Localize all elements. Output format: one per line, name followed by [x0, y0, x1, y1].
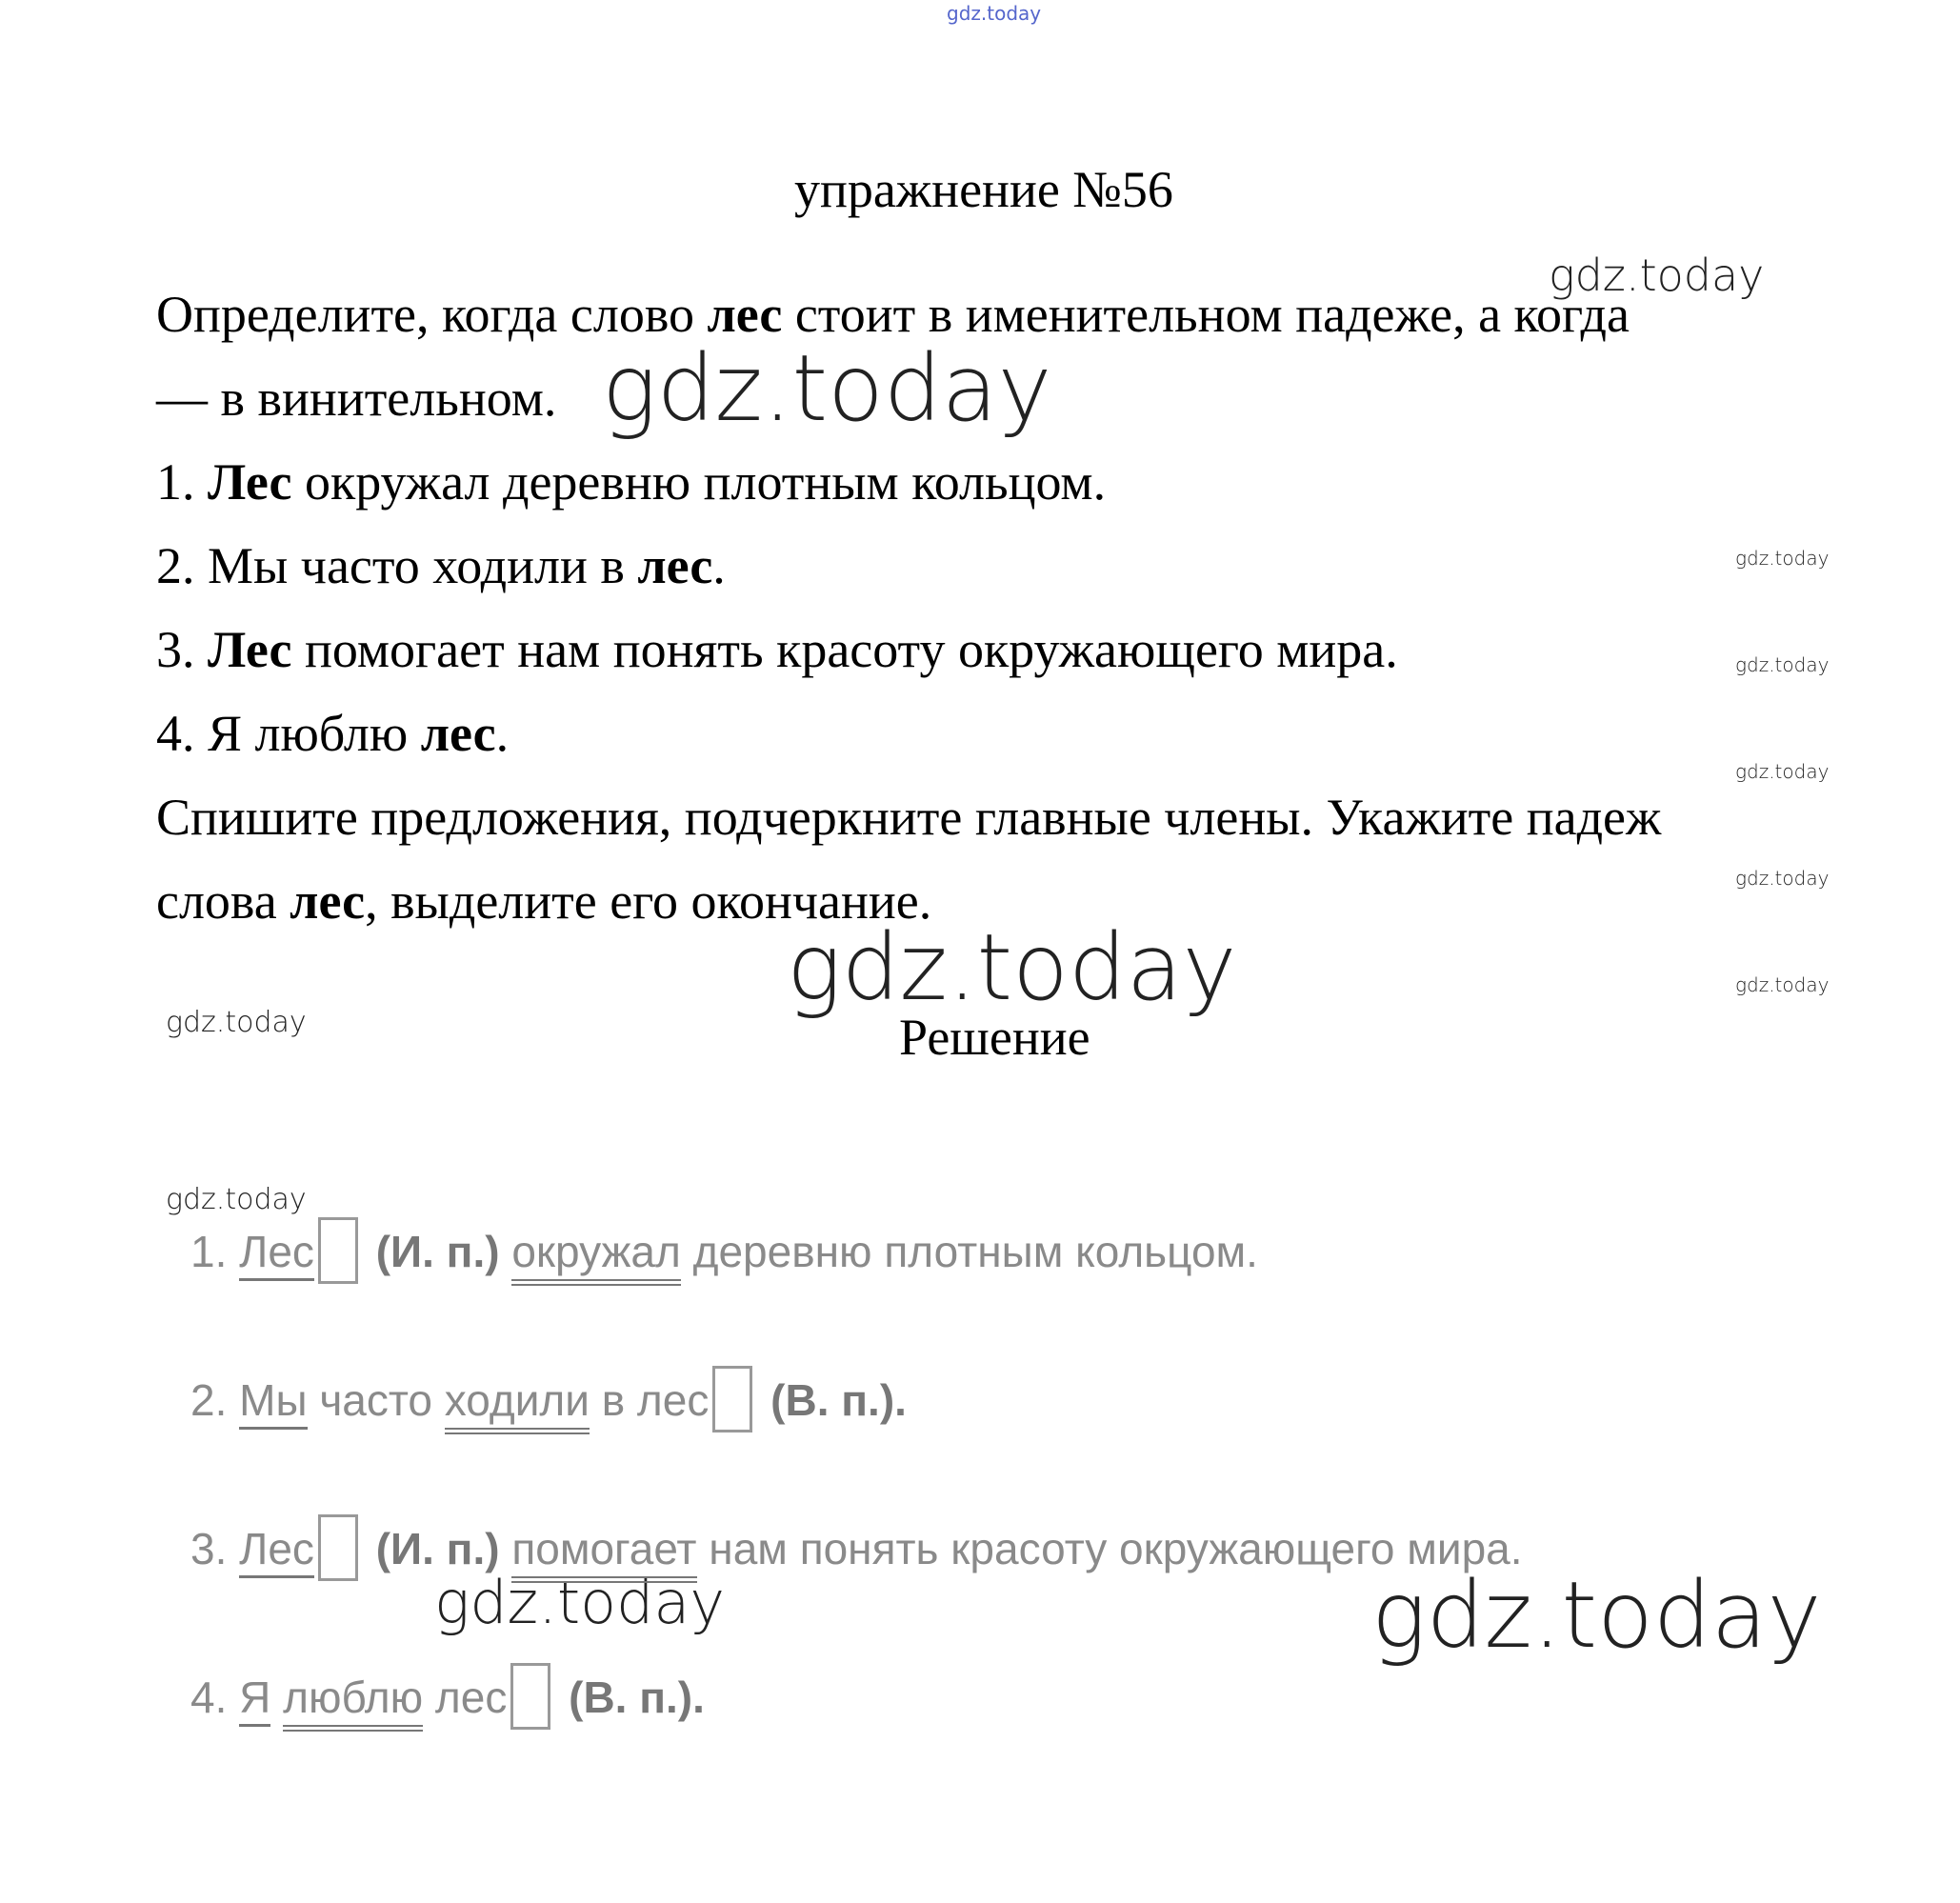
task-sentence-3 — [156, 608, 1398, 691]
predicate: люблю — [283, 1673, 423, 1732]
watermark-top: gdz.today — [947, 2, 1042, 25]
solution-sentence-3 — [190, 1514, 1523, 1581]
task-intro-line2 — [156, 356, 556, 440]
key-word: лес — [637, 537, 713, 594]
key-word: Лес — [208, 621, 292, 678]
key-word: лес — [420, 705, 496, 762]
watermark: gdz.today — [1735, 867, 1830, 890]
watermark: gdz.today — [787, 914, 1237, 1021]
text: часто — [319, 1375, 433, 1425]
key-word: лес — [707, 286, 783, 343]
text: окружал деревню плотным кольцом. — [291, 453, 1107, 511]
text: Спишите предложения, подчеркните главные члены. Укажите падеж — [156, 789, 1662, 846]
watermark: gdz.today — [602, 335, 1052, 442]
text: в лес — [601, 1375, 710, 1425]
predicate: ходили — [445, 1375, 590, 1434]
watermark: gdz.today — [166, 1006, 307, 1039]
task-sentence-1 — [156, 440, 1106, 524]
watermark: gdz.today — [1735, 547, 1830, 570]
text: Определите, когда слово — [156, 286, 708, 343]
watermark: gdz.today — [1371, 1562, 1822, 1669]
ending-box — [510, 1663, 550, 1730]
watermark: gdz.today — [1735, 653, 1830, 676]
text: нам понять красоту окружающего мира. — [709, 1524, 1523, 1573]
ending-box — [318, 1217, 358, 1284]
task-sentence-4 — [156, 691, 509, 775]
task-intro-line1 — [156, 272, 1630, 356]
solution-sentence-2 — [190, 1366, 907, 1432]
key-word: лес — [290, 872, 366, 930]
sentence-number: 2. — [190, 1375, 228, 1425]
case-label: (И. п.) — [375, 1524, 500, 1573]
sentence-number: 2. — [156, 537, 208, 594]
solution-heading: Решение — [899, 1009, 1090, 1066]
text: . — [495, 705, 510, 762]
case-label: (В. п.). — [569, 1673, 705, 1722]
ending-box — [318, 1514, 358, 1581]
case-label: (В. п.). — [770, 1375, 907, 1425]
subject: Мы — [239, 1375, 307, 1430]
sentence-number: 3. — [190, 1524, 228, 1573]
sentence-number: 1. — [190, 1227, 228, 1276]
text: деревню плотным кольцом. — [692, 1227, 1258, 1276]
exercise-title: упражнение №56 — [794, 161, 1173, 218]
watermark: gdz.today — [1735, 973, 1830, 996]
solution-sentence-1 — [190, 1217, 1258, 1284]
ending-box — [712, 1366, 752, 1432]
text: лес — [434, 1673, 508, 1722]
sentence-number: 4. — [156, 705, 208, 762]
watermark: gdz.today — [166, 1183, 307, 1216]
watermark: gdz.today — [1735, 760, 1830, 783]
sentence-number: 3. — [156, 621, 208, 678]
text: . — [712, 537, 726, 594]
task-sentence-2 — [156, 524, 726, 608]
text: Мы часто ходили в — [208, 537, 638, 594]
watermark: gdz.today — [1549, 250, 1765, 301]
text: помогает нам понять красоту окружающего мира. — [291, 621, 1398, 678]
predicate: помогает — [511, 1524, 696, 1583]
task-instruction-line1 — [156, 775, 1661, 859]
predicate: окружал — [511, 1227, 681, 1286]
text: стоит в именительном падеже, а когда — [782, 286, 1630, 343]
subject: Лес — [239, 1524, 314, 1578]
subject: Лес — [239, 1227, 314, 1281]
solution-sentence-4 — [190, 1663, 705, 1730]
subject: Я — [239, 1673, 270, 1727]
sentence-number: 1. — [156, 453, 208, 511]
case-label: (И. п.) — [375, 1227, 500, 1276]
text: Я люблю — [208, 705, 421, 762]
task-instruction-line2 — [156, 859, 931, 943]
watermark: gdz.today — [434, 1568, 726, 1637]
sentence-number: 4. — [190, 1673, 228, 1722]
text: — в винительном. — [156, 370, 557, 427]
text: слова — [156, 872, 290, 930]
key-word: Лес — [208, 453, 292, 511]
text: , выделите его окончание. — [365, 872, 932, 930]
